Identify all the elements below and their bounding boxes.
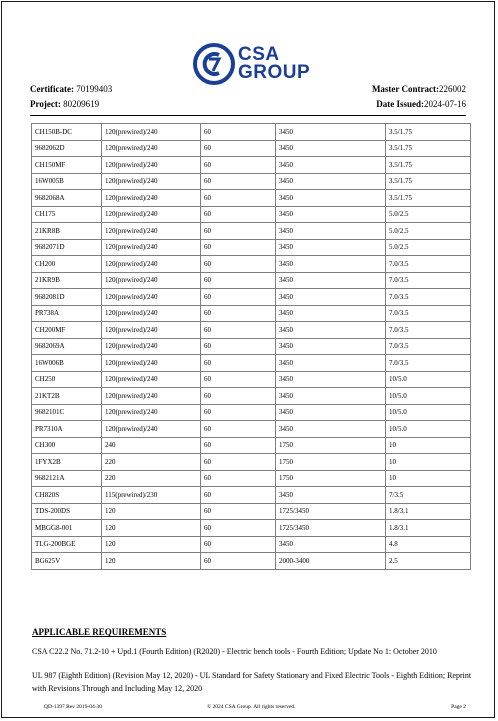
table-cell: 3.5/1.75 (386, 173, 471, 190)
table-row (32, 157, 471, 174)
table-cell: 120(prewired)/240 (102, 388, 201, 405)
table-cell: 120(prewired)/240 (102, 289, 201, 306)
logo-text-csa: CSA (238, 44, 280, 65)
table-cell: 1.8/3.1 (386, 520, 471, 537)
table-cell: 3450 (276, 173, 386, 190)
table-cell: 120(prewired)/240 (102, 124, 201, 141)
table-cell: 60 (201, 553, 276, 570)
table-cell: 5.0/2.5 (386, 206, 471, 223)
table-cell: 1750 (276, 454, 386, 471)
table-cell: TDS-200DS (32, 503, 102, 520)
table-cell: 7.0/3.5 (386, 322, 471, 339)
table-cell: 60 (201, 305, 276, 322)
table-cell: 2000-3400 (276, 553, 386, 570)
table-cell: 10 (386, 437, 471, 454)
table-cell: 60 (201, 536, 276, 553)
table-cell: 1750 (276, 437, 386, 454)
master-contract: Master Contract:226002 (371, 84, 466, 94)
table-cell: 7.0/3.5 (386, 272, 471, 289)
table-cell: 60 (201, 157, 276, 174)
table-row (32, 173, 471, 190)
table-cell: 120(prewired)/240 (102, 322, 201, 339)
table-row (32, 322, 471, 339)
table-cell: 120 (102, 536, 201, 553)
table-cell: 9682121A (32, 470, 102, 487)
table-row (32, 371, 471, 388)
table-cell: 120(prewired)/240 (102, 140, 201, 157)
form-number: QD-1397 Rev 2019-04-30 (44, 704, 103, 710)
copyright: © 2024 CSA Group. All rights reserved. (207, 704, 296, 710)
table-cell: 120(prewired)/240 (102, 371, 201, 388)
table-cell: 10/5.0 (386, 388, 471, 405)
table-cell: 1FYX2B (32, 454, 102, 471)
table-cell: 21KT2B (32, 388, 102, 405)
table-cell: 3450 (276, 421, 386, 438)
table-cell: 60 (201, 388, 276, 405)
table-row (32, 437, 471, 454)
table-cell: 3.5/1.75 (386, 124, 471, 141)
table-cell: 9682068A (32, 190, 102, 207)
table-cell: 120(prewired)/240 (102, 421, 201, 438)
table-cell: 60 (201, 173, 276, 190)
table-cell: 7.0/3.5 (386, 355, 471, 372)
table-cell: 60 (201, 256, 276, 273)
table-cell: 3.5/1.75 (386, 157, 471, 174)
table-cell: 9682062D (32, 140, 102, 157)
table-cell: 1725/3450 (276, 503, 386, 520)
table-cell: 60 (201, 421, 276, 438)
table-cell: 4.8 (386, 536, 471, 553)
table-cell: CH820S (32, 487, 102, 504)
table-cell: BG625V (32, 553, 102, 570)
table-cell: 60 (201, 206, 276, 223)
table-cell: 5.0/2.5 (386, 239, 471, 256)
table-row (32, 388, 471, 405)
table-row (32, 553, 471, 570)
table-cell: 60 (201, 404, 276, 421)
table-cell: 9682101C (32, 404, 102, 421)
table-cell: 3450 (276, 289, 386, 306)
table-row (32, 355, 471, 372)
table-cell: 60 (201, 470, 276, 487)
table-cell: 60 (201, 239, 276, 256)
table-cell: 3450 (276, 536, 386, 553)
product-ratings-table (31, 123, 471, 570)
table-cell: 3450 (276, 305, 386, 322)
table-cell: 3450 (276, 388, 386, 405)
table-cell: 60 (201, 289, 276, 306)
table-cell: 7.0/3.5 (386, 256, 471, 273)
table-row (32, 305, 471, 322)
table-cell: CH300 (32, 437, 102, 454)
table-row (32, 470, 471, 487)
table-cell: 21KR9B (32, 272, 102, 289)
table-row (32, 503, 471, 520)
table-cell: 9682071D (32, 239, 102, 256)
table-cell: 1725/3450 (276, 520, 386, 537)
table-cell: 7.0/3.5 (386, 338, 471, 355)
table-cell: 120(prewired)/240 (102, 206, 201, 223)
table-cell: 120 (102, 520, 201, 537)
table-cell: TLG-200BGE (32, 536, 102, 553)
table-cell: 3.5/1.75 (386, 190, 471, 207)
table-cell: 60 (201, 355, 276, 372)
table-cell: 3450 (276, 256, 386, 273)
table-row (32, 256, 471, 273)
table-cell: 1750 (276, 470, 386, 487)
table-cell: 120(prewired)/240 (102, 256, 201, 273)
table-cell: 3450 (276, 487, 386, 504)
table-cell: 120 (102, 553, 201, 570)
table-cell: CH250 (32, 371, 102, 388)
table-cell: 120(prewired)/240 (102, 239, 201, 256)
table-cell: 60 (201, 322, 276, 339)
table-cell: 16W005B (32, 173, 102, 190)
table-cell: 120(prewired)/240 (102, 173, 201, 190)
table-cell: 60 (201, 454, 276, 471)
table-cell: 115(prewired)/230 (102, 487, 201, 504)
table-cell: 60 (201, 520, 276, 537)
page-number: Page 2 (451, 704, 466, 710)
table-cell: 120(prewired)/240 (102, 190, 201, 207)
table-row (32, 338, 471, 355)
table-cell: 3450 (276, 223, 386, 240)
table-cell: 220 (102, 470, 201, 487)
table-cell: 120(prewired)/240 (102, 157, 201, 174)
table-cell: CH175 (32, 206, 102, 223)
table-row (32, 223, 471, 240)
csa-group-logo (192, 42, 312, 86)
table-cell: 60 (201, 190, 276, 207)
table-cell: 60 (201, 487, 276, 504)
table-row (32, 536, 471, 553)
table-cell: 120(prewired)/240 (102, 223, 201, 240)
table-cell: 120(prewired)/240 (102, 338, 201, 355)
table-row (32, 487, 471, 504)
table-cell: 60 (201, 338, 276, 355)
certificate-page (1, 1, 495, 718)
table-cell: 3450 (276, 272, 386, 289)
table-cell: PR738A (32, 305, 102, 322)
table-cell: 16W006B (32, 355, 102, 372)
table-row (32, 272, 471, 289)
table-row (32, 206, 471, 223)
table-cell: 7.0/3.5 (386, 289, 471, 306)
table-cell: 10/5.0 (386, 404, 471, 421)
table-row (32, 404, 471, 421)
csa-logo-mark-icon (192, 42, 236, 86)
table-cell: 3450 (276, 239, 386, 256)
table-cell: 60 (201, 437, 276, 454)
table-cell: 60 (201, 503, 276, 520)
table-cell: 10/5.0 (386, 421, 471, 438)
requirement-item: CSA C22.2 No. 71.2-10 + Upd.1 (Fourth Edition) (R2020) - Electric bench tools - Fourth Edition; Update No 1: October 2010 (32, 647, 437, 656)
table-row (32, 520, 471, 537)
table-cell: 3450 (276, 157, 386, 174)
applicable-requirements-title: APPLICABLE REQUIREMENTS (32, 627, 167, 637)
table-cell: 120 (102, 503, 201, 520)
table-cell: 60 (201, 371, 276, 388)
table-cell: 3450 (276, 206, 386, 223)
table-row (32, 421, 471, 438)
table-row (32, 140, 471, 157)
table-cell: 120(prewired)/240 (102, 305, 201, 322)
table-row (32, 190, 471, 207)
table-cell: 60 (201, 124, 276, 141)
requirement-item: UL 987 (Eighth Edition) (Revision May 12, 2020) - UL Standard for Safety Stationary and Fixed Electric Tools - Eighth Edition; Reprint with Revisions Through and Including May 12, 2020 (32, 671, 472, 693)
logo-text-group: GROUP (238, 62, 311, 83)
table-cell: 3450 (276, 140, 386, 157)
table-cell: 3450 (276, 338, 386, 355)
table-cell: 10/5.0 (386, 371, 471, 388)
table-cell: 3450 (276, 190, 386, 207)
table-cell: 7.0/3.5 (386, 305, 471, 322)
table-cell: 1.8/3.1 (386, 503, 471, 520)
table-row (32, 124, 471, 141)
table-cell: 60 (201, 272, 276, 289)
table-cell: 3450 (276, 371, 386, 388)
project-number: Project: 80209619 (30, 99, 100, 109)
table-row (32, 289, 471, 306)
table-cell: 220 (102, 454, 201, 471)
table-cell: PR7310A (32, 421, 102, 438)
table-cell: 3450 (276, 355, 386, 372)
table-cell: 9682081D (32, 289, 102, 306)
table-cell: CH200 (32, 256, 102, 273)
table-cell: 240 (102, 437, 201, 454)
table-cell: 9682069A (32, 338, 102, 355)
table-cell: 3.5/1.75 (386, 140, 471, 157)
certificate-number: Certificate: 70199403 (30, 84, 113, 94)
table-cell: 3450 (276, 404, 386, 421)
table-cell: 120(prewired)/240 (102, 355, 201, 372)
table-cell: MBGG8-001 (32, 520, 102, 537)
header-divider (30, 115, 466, 116)
table-cell: 10 (386, 470, 471, 487)
table-cell: 60 (201, 140, 276, 157)
table-cell: 60 (201, 223, 276, 240)
date-issued: Date Issued:2024-07-16 (376, 99, 466, 109)
table-cell: CH150MF (32, 157, 102, 174)
table-cell: 120(prewired)/240 (102, 272, 201, 289)
table-cell: 2.5 (386, 553, 471, 570)
table-cell: 5.0/2.5 (386, 223, 471, 240)
table-cell: 3450 (276, 322, 386, 339)
table-cell: CH150B-DC (32, 124, 102, 141)
table-cell: 21KR8B (32, 223, 102, 240)
table-row (32, 239, 471, 256)
table-cell: 3450 (276, 124, 386, 141)
table-cell: 10 (386, 454, 471, 471)
table-cell: 7/3.5 (386, 487, 471, 504)
table-row (32, 454, 471, 471)
table-cell: CH200MF (32, 322, 102, 339)
table-cell: 120(prewired)/240 (102, 404, 201, 421)
